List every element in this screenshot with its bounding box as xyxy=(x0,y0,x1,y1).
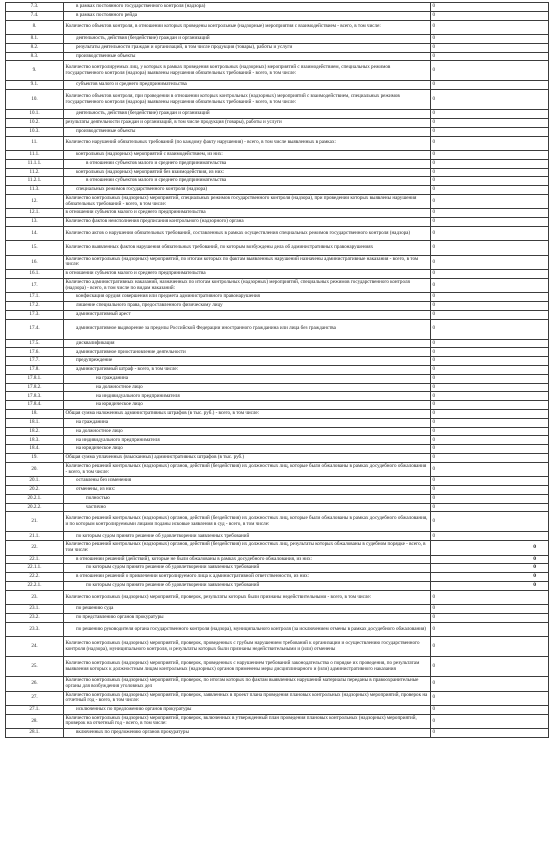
row-value: 0 xyxy=(431,194,549,208)
row-value: 0 xyxy=(431,302,549,311)
row-indicator-text: по которым судом принято решение об удовлетворении заявленных требований xyxy=(64,532,431,541)
row-number: 11. xyxy=(6,136,64,150)
row-number: 21. xyxy=(6,512,64,532)
row-value: 0 xyxy=(431,61,549,81)
table-row xyxy=(6,90,549,110)
row-indicator-text: предупреждение xyxy=(64,357,431,366)
row-number: 8.3. xyxy=(6,52,64,61)
row-value: 0 xyxy=(431,677,549,691)
row-value: 0 xyxy=(431,110,549,119)
table-row xyxy=(6,159,549,168)
table-row xyxy=(6,605,549,614)
row-number: 17.8.3. xyxy=(6,392,64,401)
row-indicator-text: Количество контрольных (надзорных) мероприятий, проверок, проведенных с нарушением требований законодательства о порядке их проведения, по результатам выявления которых к должностным лицам контрольных (надзорных) органов применены меры дисциплинарного и (или) административного наказания xyxy=(64,657,431,677)
table-row xyxy=(6,270,549,279)
row-indicator-text: административное приостановление деятельности xyxy=(64,348,431,357)
row-value: 0 xyxy=(431,43,549,52)
row-number: 11.1.1. xyxy=(6,159,64,168)
row-indicator-text: на должностное лицо xyxy=(64,427,431,436)
table-row xyxy=(6,401,549,410)
row-number: 28.1. xyxy=(6,729,64,738)
row-value: 0 xyxy=(431,90,549,110)
row-indicator-text: Количество объектов контроля, при проведении в отношении которых контрольных (надзорных) мероприятий с взаимодействием, специальных режимов государственного контроля (надзора) выявлены нарушения обязательных требований - всего, в том числе: xyxy=(64,90,431,110)
row-value: 0 xyxy=(431,34,549,43)
row-number: 22. xyxy=(6,541,64,555)
row-number: 28. xyxy=(6,714,64,728)
row-number: 17.2. xyxy=(6,302,64,311)
table-row xyxy=(6,3,549,12)
table-row xyxy=(6,136,549,150)
row-indicator-text: в отношении решений о привлечении контролируемого лица к административной ответственности, из них: xyxy=(64,573,431,582)
statistics-table xyxy=(5,2,549,738)
row-indicator-text: Количество решений контрольных (надзорных) органов, действий (бездействия) их должностных лиц, результаты которых обжалованы в судебном порядке - всего, в том числе: xyxy=(64,541,431,555)
row-number: 13. xyxy=(6,218,64,227)
row-value: 0 xyxy=(431,564,549,573)
row-value: 0 xyxy=(431,241,549,255)
row-value: 0 xyxy=(431,532,549,541)
table-row xyxy=(6,637,549,657)
row-indicator-text: в рамках постоянного государственного контроля (надзора) xyxy=(64,3,431,12)
table-row xyxy=(6,293,549,302)
row-value: 0 xyxy=(431,486,549,495)
table-row xyxy=(6,729,549,738)
row-value: 0 xyxy=(431,159,549,168)
row-number: 18.2. xyxy=(6,427,64,436)
row-indicator-text: производственные объекты xyxy=(64,127,431,136)
table-row xyxy=(6,339,549,348)
row-indicator-text: контрольных (надзорных) мероприятий с взаимодействием, из них: xyxy=(64,150,431,159)
table-row xyxy=(6,454,549,463)
row-indicator-text: полностью xyxy=(64,494,431,503)
table-row xyxy=(6,150,549,159)
table-row xyxy=(6,714,549,728)
row-number: 18.1. xyxy=(6,418,64,427)
row-value: 0 xyxy=(431,339,549,348)
row-number: 9. xyxy=(6,61,64,81)
row-value: 0 xyxy=(431,581,549,590)
row-number: 22.1. xyxy=(6,555,64,564)
row-indicator-text: на индивидуального предпринимателя xyxy=(64,392,431,401)
row-indicator-text: Количество контрольных (надзорных) мероприятий, проверок, заявленных в проект плана проведения плановых контрольных (надзорных) мероприятий, проверок на отчетный год - всего, в том числе: xyxy=(64,691,431,705)
row-number: 16.1. xyxy=(6,270,64,279)
row-value: 0 xyxy=(431,637,549,657)
row-value: 0 xyxy=(431,136,549,150)
row-number: 26. xyxy=(6,677,64,691)
row-value: 0 xyxy=(431,127,549,136)
row-value: 0 xyxy=(431,255,549,269)
row-indicator-text: по которым судом принято решение об удовлетворении заявленных требований xyxy=(64,581,431,590)
row-number: 12. xyxy=(6,194,64,208)
row-indicator-text: в отношении субъектов малого и среднего предпринимательства xyxy=(64,177,431,186)
table-row xyxy=(6,462,549,476)
row-value: 0 xyxy=(431,494,549,503)
row-number: 17.8. xyxy=(6,366,64,375)
table-row xyxy=(6,477,549,486)
row-indicator-text: административный штраф - всего, в том числе: xyxy=(64,366,431,375)
row-indicator-text: Количество контрольных (надзорных) мероприятий, проверок, проведенных с грубым нарушением требований к организации и осуществлению государственного контроля (надзора), муниципального контроля, и результаты которых были признаны недействительными и (или) отменены xyxy=(64,637,431,657)
table-row xyxy=(6,118,549,127)
row-number: 17.5. xyxy=(6,339,64,348)
table-row xyxy=(6,512,549,532)
row-value: 0 xyxy=(431,691,549,705)
row-value: 0 xyxy=(431,270,549,279)
table-row xyxy=(6,657,549,677)
row-value: 0 xyxy=(431,622,549,636)
row-value: 0 xyxy=(431,293,549,302)
table-row xyxy=(6,691,549,705)
row-value: 0 xyxy=(431,613,549,622)
row-value: 0 xyxy=(431,436,549,445)
row-indicator-text: лишение специального права, предоставленного физическому лицу xyxy=(64,302,431,311)
row-value: 0 xyxy=(431,401,549,410)
row-value: 0 xyxy=(431,348,549,357)
row-value: 0 xyxy=(431,383,549,392)
row-value: 0 xyxy=(431,503,549,512)
row-value: 0 xyxy=(431,310,549,319)
row-indicator-text: Общая сумма наложенных административных штрафов (в тыс. руб.) - всего, в том числе: xyxy=(64,410,431,419)
table-row xyxy=(6,555,549,564)
row-number: 20.2. xyxy=(6,486,64,495)
row-number: 7.3. xyxy=(6,3,64,12)
table-row xyxy=(6,52,549,61)
table-row xyxy=(6,11,549,20)
table-row xyxy=(6,705,549,714)
row-indicator-text: результаты деятельности граждан и организаций, в том числе продукция (товары), работы и услуги xyxy=(64,118,431,127)
row-indicator-text: производственные объекты xyxy=(64,52,431,61)
row-number: 18. xyxy=(6,410,64,419)
row-value: 0 xyxy=(431,20,549,34)
table-row xyxy=(6,127,549,136)
table-row xyxy=(6,410,549,419)
row-value: 0 xyxy=(431,81,549,90)
row-indicator-text: на юридическое лицо xyxy=(64,445,431,454)
row-indicator-text: на юридическое лицо xyxy=(64,401,431,410)
row-value: 0 xyxy=(431,11,549,20)
row-value: 0 xyxy=(431,150,549,159)
row-indicator-text: оставлены без изменения xyxy=(64,477,431,486)
row-indicator-text: на гражданина xyxy=(64,418,431,427)
row-number: 9.1. xyxy=(6,81,64,90)
table-row xyxy=(6,366,549,375)
row-number: 7.4. xyxy=(6,11,64,20)
row-number: 23.1. xyxy=(6,605,64,614)
row-value: 0 xyxy=(431,3,549,12)
table-row xyxy=(6,541,549,555)
table-row xyxy=(6,218,549,227)
row-number: 20.1. xyxy=(6,477,64,486)
row-number: 8. xyxy=(6,20,64,34)
table-row xyxy=(6,581,549,590)
table-row xyxy=(6,532,549,541)
table-row xyxy=(6,20,549,34)
row-number: 22.1.1. xyxy=(6,564,64,573)
row-number: 17.6. xyxy=(6,348,64,357)
row-number: 22.2. xyxy=(6,573,64,582)
row-indicator-text: в отношении субъектов малого и среднего предпринимательства xyxy=(64,159,431,168)
table-row xyxy=(6,34,549,43)
table-row xyxy=(6,573,549,582)
row-indicator-text: деятельность, действия (бездействие) граждан и организаций xyxy=(64,34,431,43)
table-row xyxy=(6,302,549,311)
row-number: 17.8.2. xyxy=(6,383,64,392)
row-indicator-text: на гражданина xyxy=(64,374,431,383)
row-number: 12.1. xyxy=(6,209,64,218)
row-number: 20. xyxy=(6,462,64,476)
row-number: 17. xyxy=(6,278,64,292)
row-indicator-text: контрольных (надзорных) мероприятий без взаимодействия, из них: xyxy=(64,168,431,177)
row-value: 0 xyxy=(431,177,549,186)
row-indicator-text: административный арест xyxy=(64,310,431,319)
table-row xyxy=(6,486,549,495)
row-indicator-text: субъектов малого и среднего предпринимательства xyxy=(64,81,431,90)
row-number: 23.2. xyxy=(6,613,64,622)
row-value: 0 xyxy=(431,477,549,486)
row-value: 0 xyxy=(431,366,549,375)
table-row xyxy=(6,186,549,195)
row-value: 0 xyxy=(431,512,549,532)
row-number: 25. xyxy=(6,657,64,677)
row-value: 0 xyxy=(431,118,549,127)
row-indicator-text: на индивидуального предпринимателя xyxy=(64,436,431,445)
table-row xyxy=(6,226,549,240)
table-body xyxy=(6,3,549,738)
row-indicator-text: Количество решений контрольных (надзорных) органов, действий (бездействия) их должностных лиц, которые были обжалованы в рамках досудебного обжалования - всего, в том числе: xyxy=(64,462,431,476)
row-value: 0 xyxy=(431,418,549,427)
row-indicator-text: Количество контролируемых лиц, у которых в рамках проведения контрольных (надзорных) мероприятий с взаимодействием, специальных режимов государственного контроля (надзора) выявлены нарушения обязательных требований - всего, в том числе: xyxy=(64,61,431,81)
row-number: 24. xyxy=(6,637,64,657)
row-number: 11.3. xyxy=(6,186,64,195)
row-indicator-text: исключенных по предложению органов прокуратуры xyxy=(64,705,431,714)
row-value: 0 xyxy=(431,714,549,728)
row-indicator-text: Количество актов о нарушении обязательных требований, составленных в рамках осуществления специальных режимов государственного контроля (надзора) xyxy=(64,226,431,240)
table-row xyxy=(6,622,549,636)
row-indicator-text: результаты деятельности граждан и организаций, в том числе продукция (товары), работы и услуги xyxy=(64,43,431,52)
row-number: 18.4. xyxy=(6,445,64,454)
row-number: 19. xyxy=(6,454,64,463)
row-value: 0 xyxy=(431,541,549,555)
table-row xyxy=(6,445,549,454)
row-number: 21.1. xyxy=(6,532,64,541)
row-indicator-text: отменены, из них: xyxy=(64,486,431,495)
row-number: 17.7. xyxy=(6,357,64,366)
row-value: 0 xyxy=(431,590,549,604)
table-row xyxy=(6,383,549,392)
row-indicator-text: Количество административных наказаний, назначенных по итогам контрольных (надзорных) мероприятий, специальных режимов государственного контроля (надзора) - всего, в том числе по видам наказаний: xyxy=(64,278,431,292)
row-number: 17.4. xyxy=(6,319,64,339)
row-number: 17.8.4. xyxy=(6,401,64,410)
row-indicator-text: Количество нарушений обязательных требований (по каждому факту нарушения) - всего, в том числе выявленных в рамках: xyxy=(64,136,431,150)
row-value: 0 xyxy=(431,209,549,218)
table-row xyxy=(6,310,549,319)
table-row xyxy=(6,110,549,119)
table-row xyxy=(6,677,549,691)
table-row xyxy=(6,194,549,208)
row-number: 16. xyxy=(6,255,64,269)
row-indicator-text: административное выдворение за пределы Российской Федерации иностранного гражданина или лица без гражданства xyxy=(64,319,431,339)
row-indicator-text: специальных режимов государственного контроля (надзора) xyxy=(64,186,431,195)
row-number: 17.1. xyxy=(6,293,64,302)
table-row xyxy=(6,503,549,512)
row-value: 0 xyxy=(431,462,549,476)
row-number: 10.2. xyxy=(6,118,64,127)
row-value: 0 xyxy=(431,374,549,383)
row-value: 0 xyxy=(431,427,549,436)
row-value: 0 xyxy=(431,445,549,454)
table-row xyxy=(6,590,549,604)
row-indicator-text: в отношении субъектов малого и среднего предпринимательства xyxy=(64,209,431,218)
row-indicator-text: по решению руководителя органа государственного контроля (надзора), муниципального контроля (за исключением отмены в рамках досудебного обжалования) xyxy=(64,622,431,636)
table-row xyxy=(6,177,549,186)
row-number: 10.1. xyxy=(6,110,64,119)
table-row xyxy=(6,427,549,436)
row-number: 11.1. xyxy=(6,150,64,159)
row-indicator-text: по которым судом принято решение об удовлетворении заявленных требований xyxy=(64,564,431,573)
table-row xyxy=(6,209,549,218)
row-number: 23.3. xyxy=(6,622,64,636)
row-indicator-text: по решению суда xyxy=(64,605,431,614)
row-indicator-text: в рамках постоянного рейда xyxy=(64,11,431,20)
row-value: 0 xyxy=(431,319,549,339)
table-row xyxy=(6,613,549,622)
row-indicator-text: в отношении решений (действий), которые не были обжалованы в рамках досудебного обжалования, из них: xyxy=(64,555,431,564)
table-row xyxy=(6,374,549,383)
row-value: 0 xyxy=(431,357,549,366)
row-number: 11.2.1. xyxy=(6,177,64,186)
row-number: 27. xyxy=(6,691,64,705)
row-value: 0 xyxy=(431,218,549,227)
row-indicator-text: Количество контрольных (надзорных) мероприятий, специальных режимов государственного контроля (надзора), при проведении которых выявлены нарушения обязательных требований - всего, в том числе: xyxy=(64,194,431,208)
row-number: 15. xyxy=(6,241,64,255)
row-value: 0 xyxy=(431,410,549,419)
row-value: 0 xyxy=(431,392,549,401)
row-number: 14. xyxy=(6,226,64,240)
row-indicator-text: дисквалификация xyxy=(64,339,431,348)
row-indicator-text: по представлению органов прокуратуры xyxy=(64,613,431,622)
row-indicator-text: Количество контрольных (надзорных) мероприятий, проверок, включенных в утвержденный план проведения плановых контрольных (надзорных) мероприятий, проверок на отчетный год - всего, в том числе: xyxy=(64,714,431,728)
row-value: 0 xyxy=(431,555,549,564)
table-row xyxy=(6,61,549,81)
row-value: 0 xyxy=(431,168,549,177)
row-value: 0 xyxy=(431,657,549,677)
row-value: 0 xyxy=(431,605,549,614)
row-value: 0 xyxy=(431,729,549,738)
row-number: 27.1. xyxy=(6,705,64,714)
row-indicator-text: деятельность, действия (бездействие) граждан и организаций xyxy=(64,110,431,119)
table-row xyxy=(6,241,549,255)
table-row xyxy=(6,348,549,357)
row-indicator-text: Количество контрольных (надзорных) мероприятий, проверок, результаты которых были признаны недействительными - всего, в том числе: xyxy=(64,590,431,604)
table-row xyxy=(6,319,549,339)
table-row xyxy=(6,436,549,445)
row-number: 17.8.1. xyxy=(6,374,64,383)
row-value: 0 xyxy=(431,52,549,61)
row-indicator-text: конфискация орудия совершения или предмета административного правонарушения xyxy=(64,293,431,302)
row-value: 0 xyxy=(431,573,549,582)
row-number: 10.3. xyxy=(6,127,64,136)
row-indicator-text: Количество выявленных фактов нарушения обязательных требований, по которым возбуждены дела об административных правонарушениях xyxy=(64,241,431,255)
row-value: 0 xyxy=(431,278,549,292)
row-number: 11.2. xyxy=(6,168,64,177)
row-indicator-text: в отношении субъектов малого и среднего предпринимательства xyxy=(64,270,431,279)
row-number: 17.3. xyxy=(6,310,64,319)
row-indicator-text: Количество фактов неисполнения предписания контрольного (надзорного) органа xyxy=(64,218,431,227)
row-number: 22.2.1. xyxy=(6,581,64,590)
row-value: 0 xyxy=(431,226,549,240)
table-row xyxy=(6,168,549,177)
table-row xyxy=(6,357,549,366)
row-indicator-text: Количество решений контрольных (надзорных) органов, действий (бездействия) их должностных лиц, которые были обжалованы в рамках досудебного обжалования, и по которым контролируемыми лицами поданы исковые заявления в суд - всего, в том числе: xyxy=(64,512,431,532)
table-row xyxy=(6,255,549,269)
row-indicator-text: Общая сумма уплаченных (взысканных) административных штрафов (в тыс. руб.) xyxy=(64,454,431,463)
row-value: 0 xyxy=(431,186,549,195)
row-value: 0 xyxy=(431,705,549,714)
row-indicator-text: Количество контрольных (надзорных) мероприятий, по итогам которых по фактам выявленных нарушений назначены административные наказания - всего, в том числе: xyxy=(64,255,431,269)
table-row xyxy=(6,392,549,401)
row-indicator-text: на должностное лицо xyxy=(64,383,431,392)
row-number: 8.2. xyxy=(6,43,64,52)
row-number: 8.1. xyxy=(6,34,64,43)
row-value: 0 xyxy=(431,454,549,463)
table-row xyxy=(6,418,549,427)
table-row xyxy=(6,43,549,52)
row-number: 20.2.2. xyxy=(6,503,64,512)
row-indicator-text: Количество контрольных (надзорных) мероприятий, проверок, по итогам которых по фактам выявленных нарушений материалы переданы в правоохранительные органы для возбуждения уголовных дел xyxy=(64,677,431,691)
row-number: 18.3. xyxy=(6,436,64,445)
row-number: 20.2.1. xyxy=(6,494,64,503)
row-number: 10. xyxy=(6,90,64,110)
table-row xyxy=(6,564,549,573)
row-number: 23. xyxy=(6,590,64,604)
table-row xyxy=(6,278,549,292)
row-indicator-text: включенных по предложению органов прокуратуры xyxy=(64,729,431,738)
report-page xyxy=(5,2,548,738)
row-indicator-text: Количество объектов контроля, в отношении которых проведены контрольные (надзорные) мероприятия с взаимодействием - всего, в том числе: xyxy=(64,20,431,34)
table-row xyxy=(6,494,549,503)
table-row xyxy=(6,81,549,90)
row-indicator-text: частично xyxy=(64,503,431,512)
